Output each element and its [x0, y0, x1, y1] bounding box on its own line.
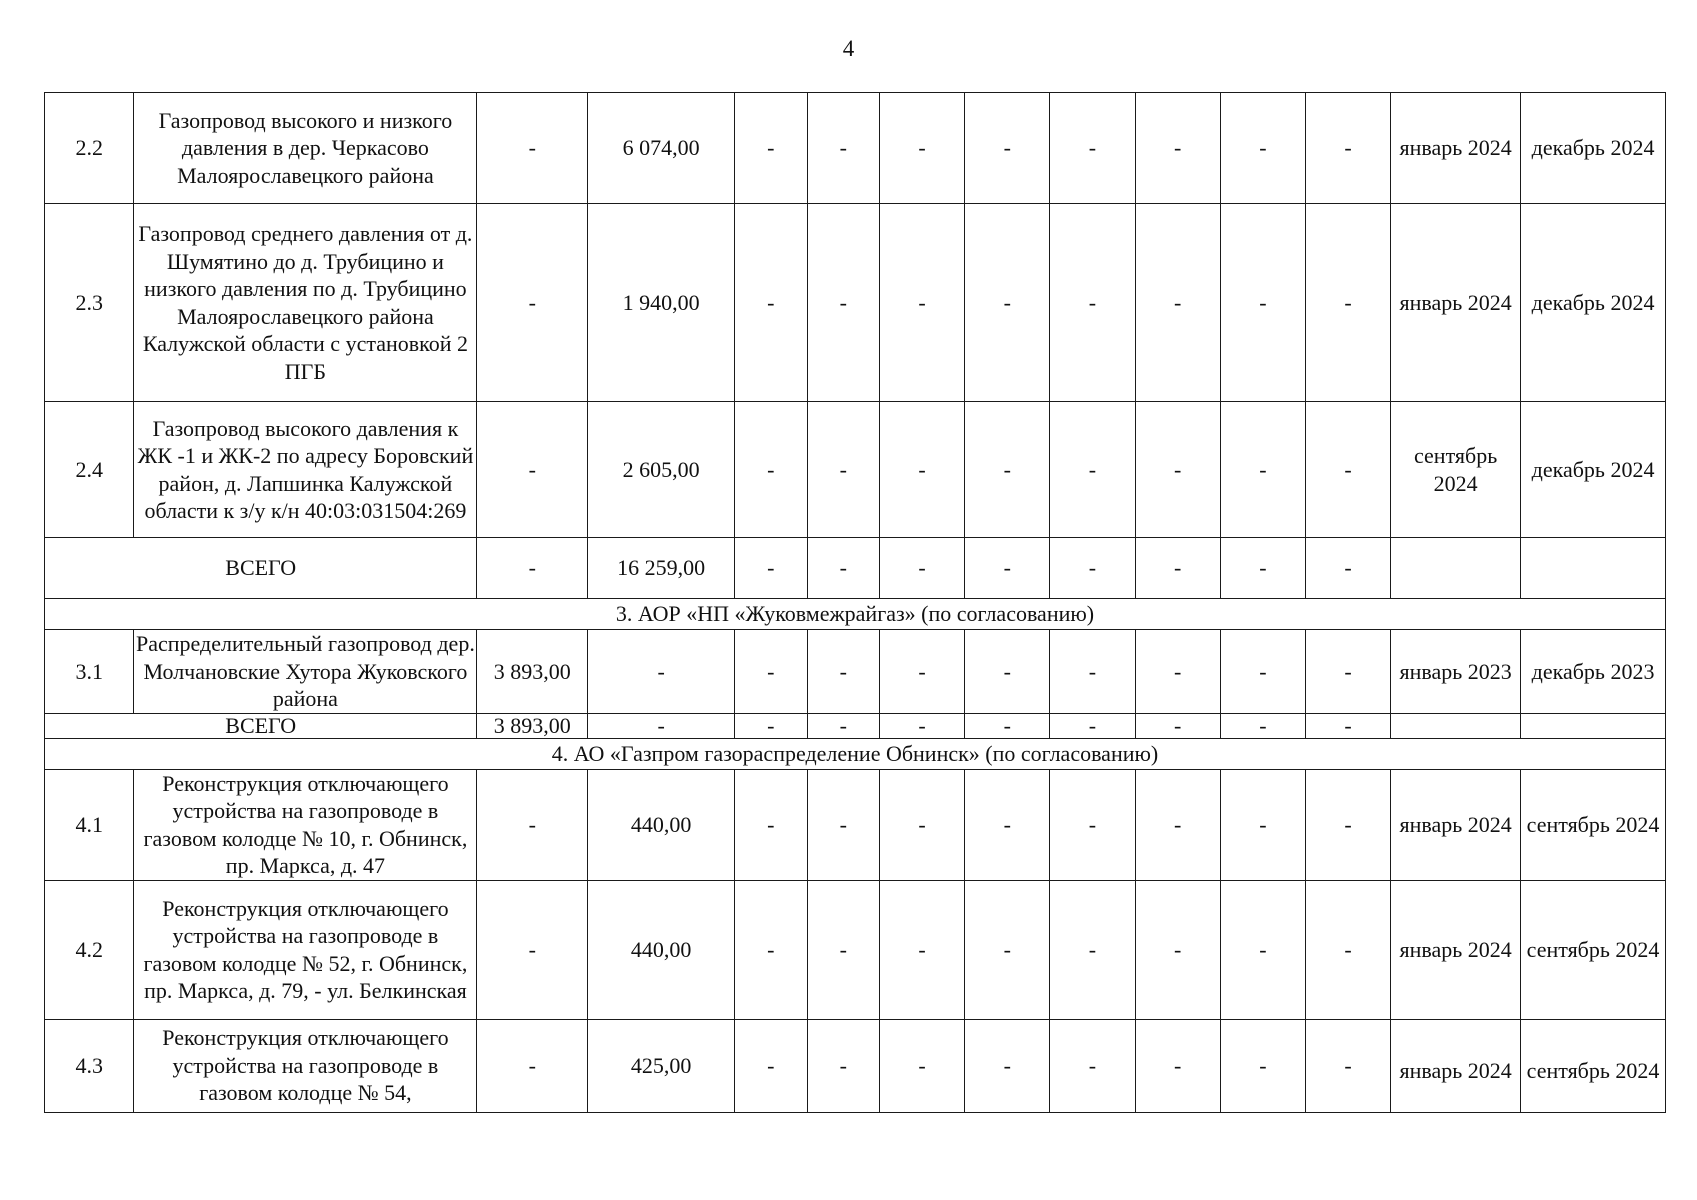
value-cell: - [1305, 402, 1390, 538]
amount-col-2: 425,00 [588, 1019, 735, 1112]
value-cell: - [1220, 204, 1305, 402]
value-cell: - [879, 713, 964, 738]
start-date [1391, 538, 1521, 599]
value-cell: - [965, 880, 1050, 1019]
amount-col-2: 440,00 [588, 880, 735, 1019]
object-name: Газопровод среднего давления от д. Шумятино до д. Трубицино и низкого давления по д. Трубицино Малоярославецкого района Калужской области с установкой 2 ПГБ [134, 204, 477, 402]
start-date: январь 2024 [1391, 769, 1521, 880]
value-cell: - [807, 713, 879, 738]
value-cell: - [735, 538, 807, 599]
value-cell: - [879, 538, 964, 599]
value-cell: - [1050, 93, 1135, 204]
value-cell: - [879, 204, 964, 402]
row-number: 3.1 [45, 630, 134, 714]
value-cell: - [807, 1019, 879, 1112]
end-date: декабрь 2024 [1521, 93, 1666, 204]
total-label: ВСЕГО [45, 538, 477, 599]
amount-col-2: - [588, 630, 735, 714]
object-name: Реконструкция отключающего устройства на газопроводе в газовом колодце № 10, г. Обнинск, пр. Маркса, д. 47 [134, 769, 477, 880]
value-cell: - [965, 93, 1050, 204]
row-number: 4.3 [45, 1019, 134, 1112]
table-row [45, 93, 1666, 204]
amount-col-1: - [477, 402, 588, 538]
amount-col-2: - [588, 713, 735, 738]
value-cell: - [1135, 538, 1220, 599]
start-date [1391, 713, 1521, 738]
table-row [45, 880, 1666, 1019]
value-cell: - [735, 880, 807, 1019]
section-title: 4. АО «Газпром газораспределение Обнинск» (по согласованию) [45, 738, 1666, 769]
value-cell: - [1135, 402, 1220, 538]
value-cell: - [1050, 402, 1135, 538]
section-title: 3. АОР «НП «Жуковмежрайгаз» (по согласованию) [45, 599, 1666, 630]
amount-col-1: - [477, 1019, 588, 1112]
value-cell: - [1305, 204, 1390, 402]
section-header-row [45, 599, 1666, 630]
value-cell: - [1220, 1019, 1305, 1112]
value-cell: - [807, 402, 879, 538]
value-cell: - [1135, 1019, 1220, 1112]
value-cell: - [735, 713, 807, 738]
value-cell: - [735, 204, 807, 402]
object-name: Распределительный газопровод дер. Молчановские Хутора Жуковского района [134, 630, 477, 714]
row-number: 2.2 [45, 93, 134, 204]
end-date: сентябрь 2024 [1521, 880, 1666, 1019]
start-date: январь 2024 [1391, 204, 1521, 402]
value-cell: - [1305, 630, 1390, 714]
value-cell: - [735, 93, 807, 204]
amount-col-2: 2 605,00 [588, 402, 735, 538]
value-cell: - [807, 880, 879, 1019]
value-cell: - [879, 630, 964, 714]
amount-col-1: - [477, 538, 588, 599]
value-cell: - [965, 538, 1050, 599]
total-row [45, 713, 1666, 738]
value-cell: - [807, 769, 879, 880]
row-number: 4.1 [45, 769, 134, 880]
object-name: Газопровод высокого давления к ЖК -1 и ЖК-2 по адресу Боровский район, д. Лапшинка Калужской области к з/у к/н 40:03:031504:269 [134, 402, 477, 538]
object-name: Реконструкция отключающего устройства на газопроводе в газовом колодце № 52, г. Обнинск, пр. Маркса, д. 79, - ул. Белкинская [134, 880, 477, 1019]
value-cell: - [735, 769, 807, 880]
value-cell: - [879, 1019, 964, 1112]
value-cell: - [1050, 713, 1135, 738]
value-cell: - [735, 1019, 807, 1112]
end-date: сентябрь 2024 [1521, 1019, 1666, 1112]
value-cell: - [1305, 1019, 1390, 1112]
amount-col-2: 6 074,00 [588, 93, 735, 204]
end-date [1521, 538, 1666, 599]
value-cell: - [1050, 204, 1135, 402]
start-date: январь 2024 [1391, 93, 1521, 204]
start-date: январь 2024 [1391, 1019, 1521, 1112]
value-cell: - [735, 402, 807, 538]
amount-col-1: - [477, 93, 588, 204]
table-row [45, 402, 1666, 538]
value-cell: - [879, 93, 964, 204]
amount-col-1: - [477, 204, 588, 402]
table-row [45, 630, 1666, 714]
value-cell: - [965, 769, 1050, 880]
value-cell: - [1220, 630, 1305, 714]
end-date: декабрь 2024 [1521, 204, 1666, 402]
schedule-table [44, 92, 1666, 1113]
value-cell: - [1305, 538, 1390, 599]
object-name: Реконструкция отключающего устройства на газопроводе в газовом колодце № 54, [134, 1019, 477, 1112]
value-cell: - [1050, 538, 1135, 599]
value-cell: - [965, 204, 1050, 402]
total-label: ВСЕГО [45, 713, 477, 738]
amount-col-2: 440,00 [588, 769, 735, 880]
start-date: январь 2023 [1391, 630, 1521, 714]
start-date: сентябрь 2024 [1391, 402, 1521, 538]
page-number: 4 [842, 36, 855, 61]
value-cell: - [1050, 880, 1135, 1019]
value-cell: - [1135, 93, 1220, 204]
amount-col-1: - [477, 880, 588, 1019]
value-cell: - [1050, 630, 1135, 714]
value-cell: - [965, 402, 1050, 538]
amount-col-1: 3 893,00 [477, 713, 588, 738]
amount-col-2: 16 259,00 [588, 538, 735, 599]
value-cell: - [1220, 769, 1305, 880]
section-header-row [45, 738, 1666, 769]
end-date [1521, 713, 1666, 738]
value-cell: - [1135, 713, 1220, 738]
value-cell: - [1305, 93, 1390, 204]
end-date: декабрь 2023 [1521, 630, 1666, 714]
value-cell: - [807, 204, 879, 402]
value-cell: - [1135, 204, 1220, 402]
row-number: 4.2 [45, 880, 134, 1019]
start-date: январь 2024 [1391, 880, 1521, 1019]
value-cell: - [965, 713, 1050, 738]
amount-col-1: 3 893,00 [477, 630, 588, 714]
value-cell: - [1220, 538, 1305, 599]
value-cell: - [1220, 402, 1305, 538]
value-cell: - [807, 93, 879, 204]
table-row [45, 204, 1666, 402]
value-cell: - [735, 630, 807, 714]
value-cell: - [965, 630, 1050, 714]
row-number: 2.4 [45, 402, 134, 538]
value-cell: - [1220, 93, 1305, 204]
row-number: 2.3 [45, 204, 134, 402]
value-cell: - [1305, 769, 1390, 880]
end-date: декабрь 2024 [1521, 402, 1666, 538]
value-cell: - [879, 402, 964, 538]
amount-col-1: - [477, 769, 588, 880]
value-cell: - [1220, 880, 1305, 1019]
value-cell: - [879, 769, 964, 880]
value-cell: - [1135, 630, 1220, 714]
value-cell: - [807, 538, 879, 599]
value-cell: - [1135, 769, 1220, 880]
value-cell: - [1305, 880, 1390, 1019]
value-cell: - [807, 630, 879, 714]
end-date: сентябрь 2024 [1521, 769, 1666, 880]
value-cell: - [1050, 769, 1135, 880]
value-cell: - [1305, 713, 1390, 738]
table-row [45, 769, 1666, 880]
value-cell: - [965, 1019, 1050, 1112]
table-row [45, 1019, 1666, 1112]
value-cell: - [1050, 1019, 1135, 1112]
value-cell: - [879, 880, 964, 1019]
amount-col-2: 1 940,00 [588, 204, 735, 402]
total-row [45, 538, 1666, 599]
value-cell: - [1135, 880, 1220, 1019]
value-cell: - [1220, 713, 1305, 738]
object-name: Газопровод высокого и низкого давления в дер. Черкасово Малоярославецкого района [134, 93, 477, 204]
